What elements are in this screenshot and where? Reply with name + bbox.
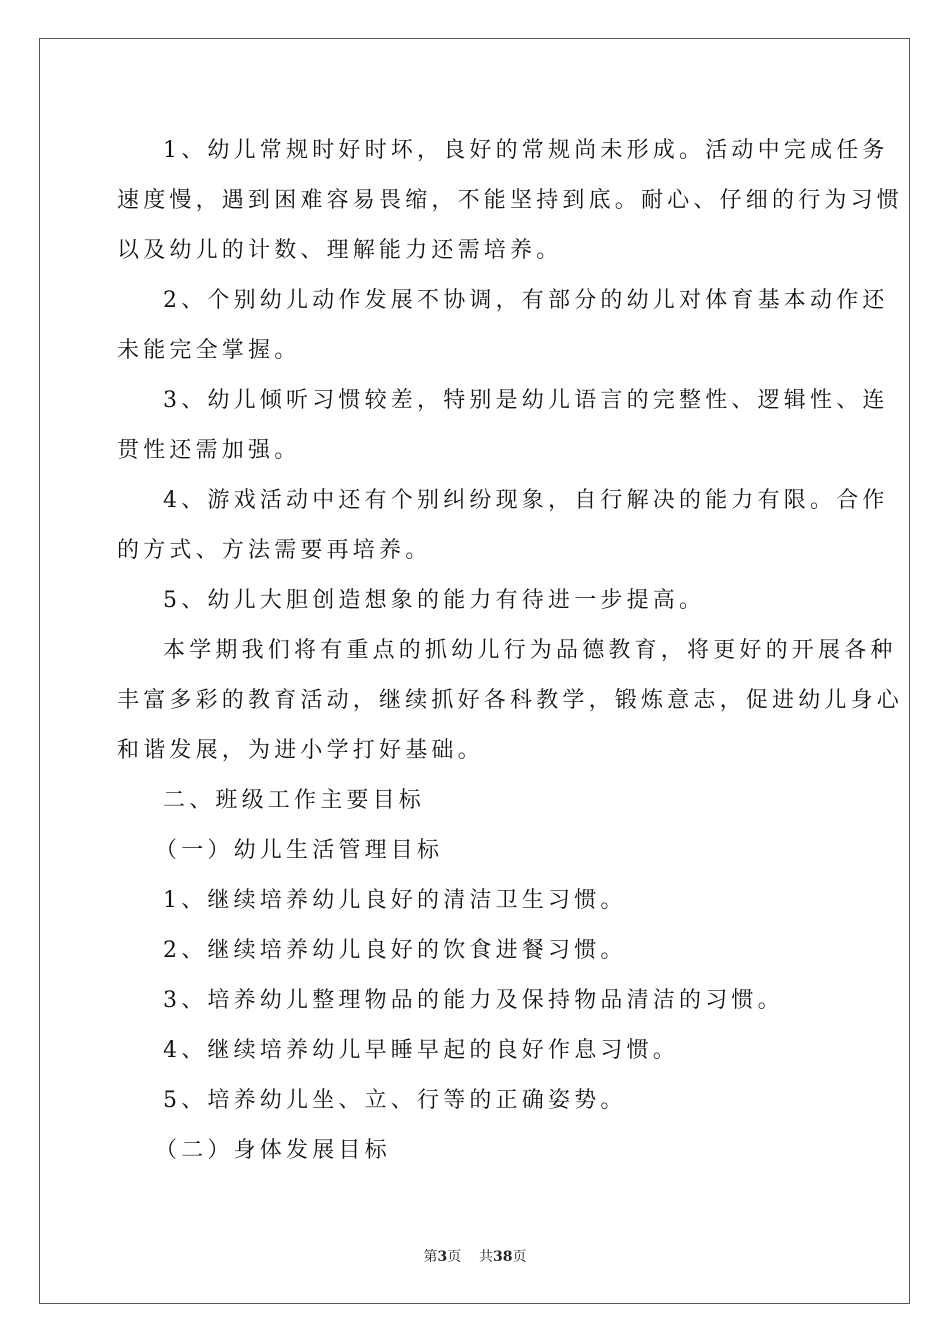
paragraph-line: 1、幼儿常规时好时坏，良好的常规尚未形成。活动中完成任务 (163, 138, 889, 163)
list-item: 2、继续培养幼儿良好的饮食进餐习惯。 (163, 938, 627, 963)
paragraph-line: 未能完全掌握。 (117, 338, 301, 363)
total-pages: 38 (493, 1249, 513, 1265)
subsection-heading: （一）幼儿生活管理目标 (155, 838, 444, 863)
section-heading: 二、班级工作主要目标 (163, 788, 426, 813)
list-item: 1、继续培养幼儿良好的清洁卫生习惯。 (163, 888, 627, 913)
page-suffix: 页 (447, 1249, 462, 1265)
total-prefix: 共 (479, 1249, 494, 1265)
list-item: 5、培养幼儿坐、立、行等的正确姿势。 (163, 1088, 627, 1113)
page-number: 3 (437, 1249, 448, 1265)
page-prefix: 第 (423, 1249, 438, 1265)
paragraph-line: 2、个别幼儿动作发展不协调，有部分的幼儿对体育基本动作还 (163, 288, 889, 313)
subsection-heading: （二）身体发展目标 (155, 1138, 391, 1163)
paragraph-line: 的方式、方法需要再培养。 (117, 538, 432, 563)
page-footer (0, 1246, 950, 1266)
paragraph-line: 贯性还需加强。 (117, 438, 301, 463)
total-suffix: 页 (512, 1249, 527, 1265)
paragraph-line: 5、幼儿大胆创造想象的能力有待进一步提高。 (163, 588, 706, 613)
document-body (117, 126, 904, 1176)
list-item: 4、继续培养幼儿早睡早起的良好作息习惯。 (163, 1038, 679, 1063)
paragraph-line: 4、游戏活动中还有个别纠纷现象，自行解决的能力有限。合作 (163, 488, 889, 513)
list-item: 3、培养幼儿整理物品的能力及保持物品清洁的习惯。 (163, 988, 784, 1013)
paragraph-line: 以及幼儿的计数、理解能力还需培养。 (117, 238, 563, 263)
paragraph-line: 速度慢，遇到困难容易畏缩，不能坚持到底。耐心、仔细的行为习惯 (117, 188, 904, 213)
paragraph-line: 和谐发展，为进小学打好基础。 (117, 738, 484, 763)
paragraph-line: 丰富多彩的教育活动，继续抓好各科教学，锻炼意志，促进幼儿身心 (117, 688, 904, 713)
paragraph-line: 3、幼儿倾听习惯较差，特别是幼儿语言的完整性、逻辑性、连 (163, 388, 889, 413)
paragraph-line: 本学期我们将有重点的抓幼儿行为品德教育，将更好的开展各种 (163, 638, 897, 663)
